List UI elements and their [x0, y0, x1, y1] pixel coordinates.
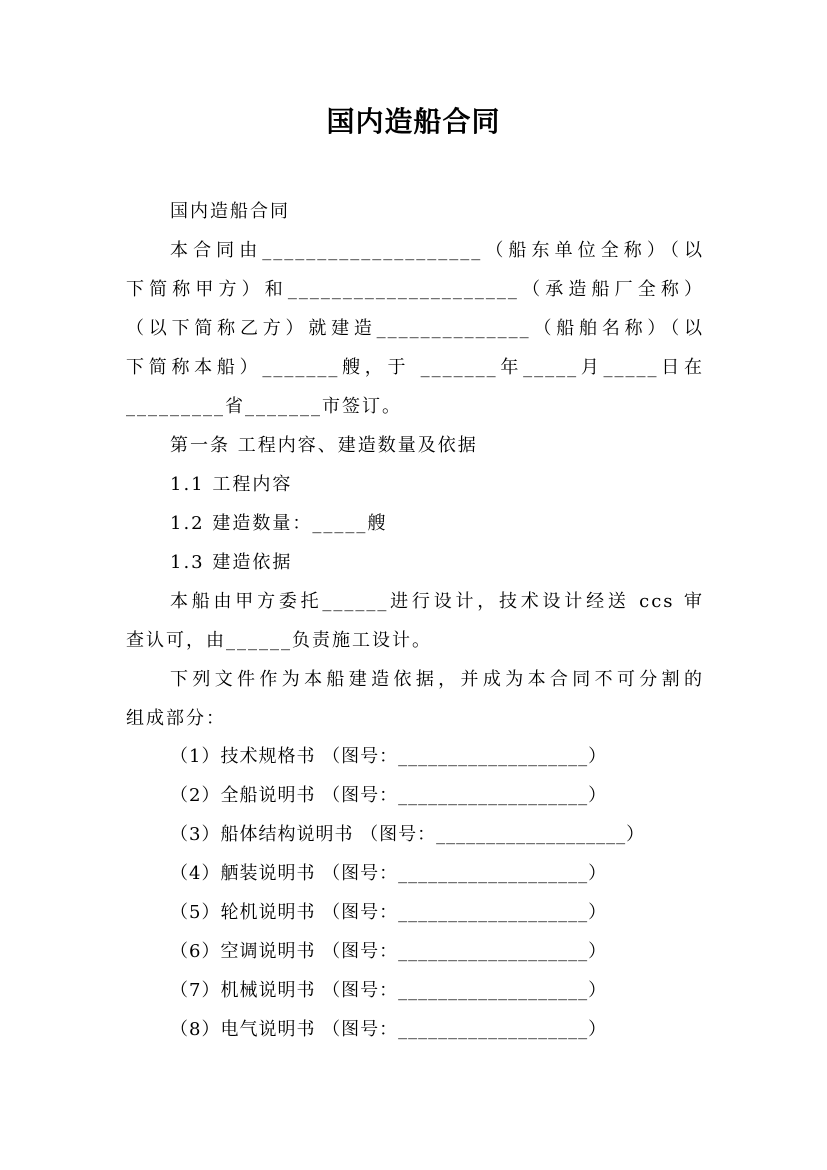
body-line: 下简称本船）_______艘，于 _______年_____月_____日在: [126, 357, 704, 378]
document-list-item: （2）全船说明书 （图号：___________________）: [170, 785, 608, 806]
body-line: 本船由甲方委托______进行设计，技术设计经送 ccs 审: [170, 591, 704, 612]
body-line: _________省_______市签订。: [126, 396, 402, 417]
document-list-item: （4）舾装说明书 （图号：___________________）: [170, 863, 608, 884]
subsection-heading: 1.3 建造依据: [170, 552, 293, 573]
body-line: 本合同由____________________（船东单位全称）（以: [170, 240, 704, 261]
document-title: 国内造船合同: [326, 105, 501, 138]
body-line: 查认可，由______负责施工设计。: [126, 630, 432, 651]
subsection-heading: 1.2 建造数量：_____艘: [170, 513, 388, 534]
body-line: 组成部分：: [126, 708, 226, 729]
section-heading: 第一条 工程内容、建造数量及依据: [170, 435, 478, 456]
document-list-item: （7）机械说明书 （图号：___________________）: [170, 980, 608, 1001]
document-list-item: （1）技术规格书 （图号：___________________）: [170, 746, 608, 767]
document-list-item: （8）电气说明书 （图号：___________________）: [170, 1019, 608, 1040]
document-list-item: （3）船体结构说明书 （图号：___________________）: [170, 824, 646, 845]
body-line: 国内造船合同: [170, 201, 290, 222]
body-line: 下列文件作为本船建造依据，并成为本合同不可分割的: [170, 669, 704, 690]
subsection-heading: 1.1 工程内容: [170, 474, 293, 495]
body-line: 下简称甲方）和_____________________（承造船厂全称）: [126, 279, 704, 300]
body-line: （以下简称乙方）就建造______________（船舶名称）（以: [126, 318, 704, 339]
document-list-item: （6）空调说明书 （图号：___________________）: [170, 941, 608, 962]
document-list-item: （5）轮机说明书 （图号：___________________）: [170, 902, 608, 923]
